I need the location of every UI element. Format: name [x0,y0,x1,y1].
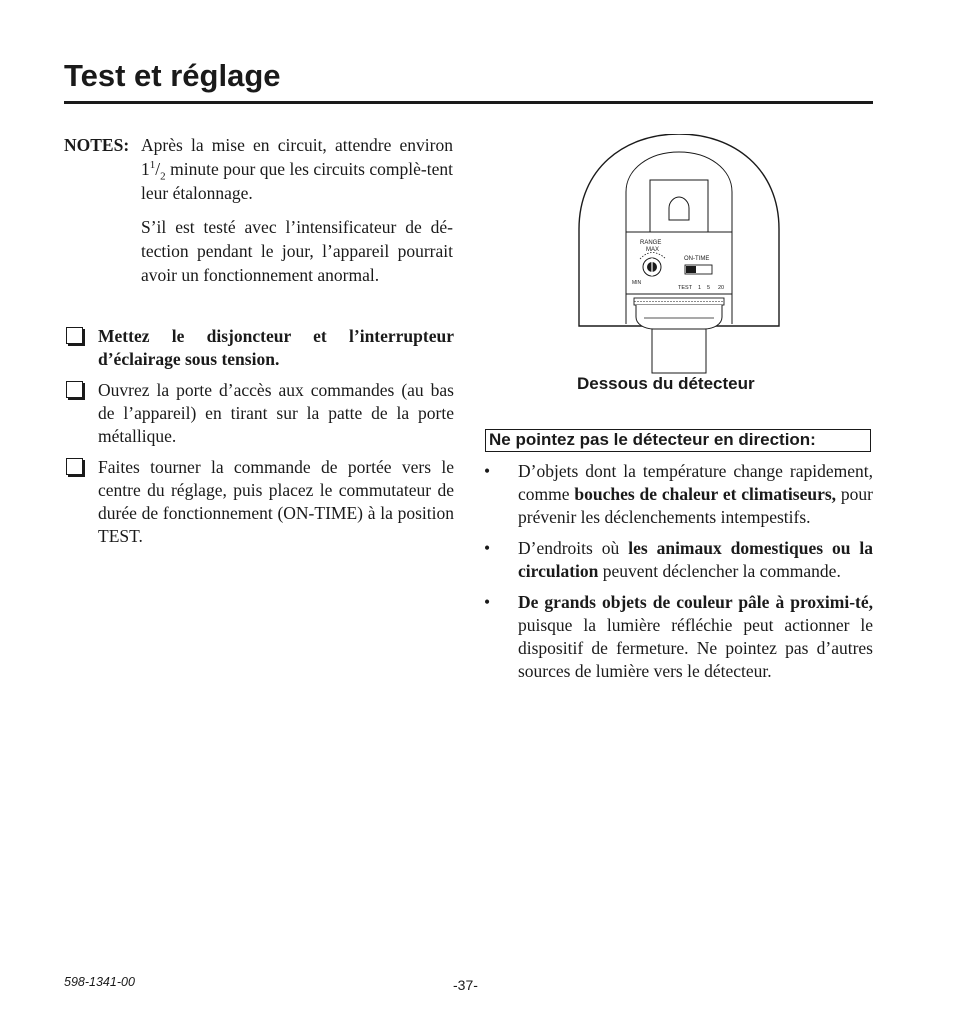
bullet-icon: • [484,592,491,612]
bullet-text: pour prévenir les déclenchements intempestifs. [518,484,873,527]
door-tab [650,180,708,232]
t20-label: 20 [718,285,725,291]
checkbox-icon[interactable] [66,458,83,475]
bullet-text: peuvent déclencher la commande. [598,561,841,581]
warning-title: Ne pointez pas le détecteur en direction: [489,430,816,449]
bullet-text: D’objets dont la température change rapidement, comme [518,461,873,504]
step-item [64,456,454,548]
notes-label: NOTES: [64,135,130,155]
steps-list [64,325,454,556]
step-text: Ouvrez la porte d’accès aux commandes (au bas de l’appareil) en tirant sur la patte de la porte métallique. [98,380,454,446]
list-item [484,591,873,683]
mount-neck [652,329,706,373]
note-1-sub: 2 [160,170,166,183]
min-label: MIN [632,280,642,286]
step-item [64,379,454,448]
note-1-text-b: minute pour que les circuits complè-tent leur étalonnage. [141,159,453,203]
range-label: RANGE [640,240,662,246]
bullet-bold: bouches de chaleur et climatiseurs, [574,484,837,504]
notes-body [141,133,453,297]
step-text: Faites tourner la commande de portée vers le centre du réglage, puis placez le commutateur de durée de fonctionnement (ON-TIME) à la position TEST. [98,457,454,546]
page-number: -37- [453,977,478,993]
page-title: Test et réglage [64,58,281,93]
step-text: Mettez le disjoncteur et l’interrupteur d’éclairage sous tension. [98,326,454,369]
bullet-text: puisque la lumière réfléchie peut actionner le dispositif de fermeture. Ne pointez pas d’autres sources de lumière vers le détecteur. [518,615,873,681]
document-number: 598-1341-00 [64,975,135,989]
lens-housing [636,305,722,329]
note-2: S’il est testé avec l’intensificateur de dé-tection pendant le jour, l’appareil pourrait avoir un fonctionnement anormal. [141,217,453,285]
on-time-switch-knob [686,266,696,273]
bullet-icon: • [484,461,491,481]
note-1: Après la mise en circuit, attendre environ $1^1/_2$ minute pour que les circuits complè-tent leur étalonnage. [141,135,453,203]
bullet-bold: les animaux domestiques ou la circulation [518,538,873,581]
checkbox-icon[interactable] [66,327,83,344]
bullet-icon: • [484,538,491,558]
test-label: TEST [678,285,693,291]
step-item [64,325,454,371]
note-1-text-a: Après la mise en circuit, attendre environ 1 [141,135,453,179]
on-time-label: ON-TIME [684,256,710,262]
t5-label: 5 [707,285,711,291]
max-label: MAX [646,247,660,253]
figure-caption: Dessous du détecteur [577,374,755,393]
list-item [484,460,873,529]
note-1-sup: 1 [149,159,156,172]
bullet-text: D’endroits où [518,538,629,558]
title-rule [64,101,873,104]
detector-illustration [574,134,784,374]
bullet-bold: De grands objets de couleur pâle à proximi-té, [518,592,873,612]
checkbox-icon[interactable] [66,381,83,398]
list-item [484,537,873,583]
t1-label: 1 [698,285,702,291]
warning-bullets [484,460,873,691]
